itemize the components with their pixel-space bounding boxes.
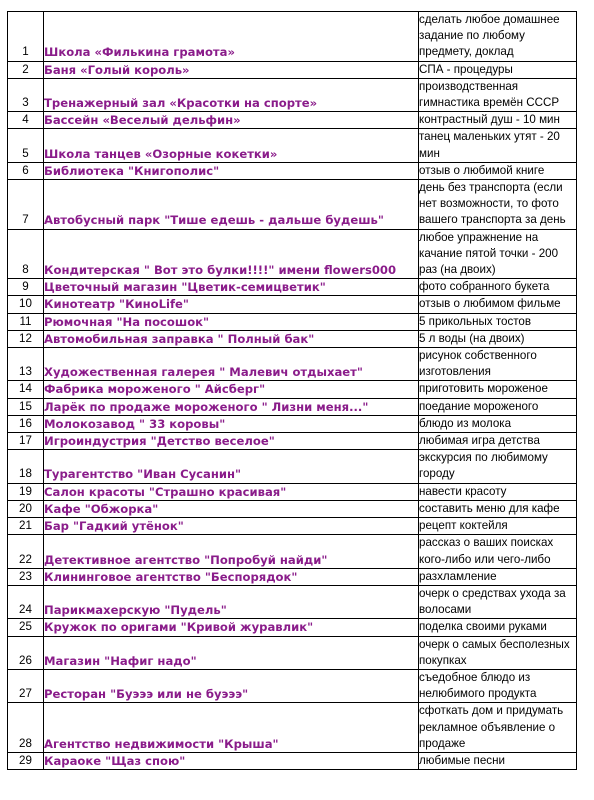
location-name: Автомобильная заправка " Полный бак" bbox=[44, 330, 419, 347]
task-description: сделать любое домашнее задание по любому предмету, доклад bbox=[419, 12, 577, 62]
table-row bbox=[8, 279, 577, 296]
task-description: составить меню для кафе bbox=[419, 500, 577, 517]
table-row bbox=[8, 78, 577, 111]
table-row bbox=[8, 129, 577, 162]
location-name: Автобусный парк "Тише едешь - дальше будешь" bbox=[44, 180, 419, 230]
location-name: Кондитерская " Вот это булки!!!!" имени flowers000 bbox=[44, 229, 419, 279]
location-name: Агентство недвижимости "Крыша" bbox=[44, 703, 419, 753]
location-name: Бассейн «Веселый дельфин» bbox=[44, 112, 419, 129]
task-description: блюдо из молока bbox=[419, 415, 577, 432]
table-row bbox=[8, 348, 577, 381]
row-number: 24 bbox=[8, 585, 44, 618]
location-name: Клининговое агентство "Беспорядок" bbox=[44, 568, 419, 585]
row-number: 3 bbox=[8, 78, 44, 111]
row-number: 6 bbox=[8, 162, 44, 179]
row-number: 19 bbox=[8, 483, 44, 500]
table-row bbox=[8, 636, 577, 669]
table-row bbox=[8, 296, 577, 313]
row-number: 26 bbox=[8, 636, 44, 669]
task-description: контрастный душ - 10 мин bbox=[419, 112, 577, 129]
location-name: Баня «Голый король» bbox=[44, 61, 419, 78]
task-description: рисунок собственного изготовления bbox=[419, 348, 577, 381]
task-description: фото собранного букета bbox=[419, 279, 577, 296]
location-name: Библиотека "Книгополис" bbox=[44, 162, 419, 179]
row-number: 29 bbox=[8, 752, 44, 769]
row-number: 2 bbox=[8, 61, 44, 78]
location-name: Парикмахерскую "Пудель" bbox=[44, 585, 419, 618]
task-description: 5 л воды (на двоих) bbox=[419, 330, 577, 347]
row-number: 27 bbox=[8, 669, 44, 702]
table-row bbox=[8, 180, 577, 230]
row-number: 8 bbox=[8, 229, 44, 279]
row-number: 4 bbox=[8, 112, 44, 129]
row-number: 11 bbox=[8, 313, 44, 330]
task-description: приготовить мороженое bbox=[419, 381, 577, 398]
row-number: 9 bbox=[8, 279, 44, 296]
location-name: Караоке "Щаз спою" bbox=[44, 752, 419, 769]
table-row bbox=[8, 313, 577, 330]
task-description: отзыв о любимом фильме bbox=[419, 296, 577, 313]
task-description: сфоткать дом и придумать рекламное объявление о продаже bbox=[419, 703, 577, 753]
table-row bbox=[8, 703, 577, 753]
table-row bbox=[8, 518, 577, 535]
row-number: 14 bbox=[8, 381, 44, 398]
row-number: 28 bbox=[8, 703, 44, 753]
location-name: Тренажерный зал «Красотки на спорте» bbox=[44, 78, 419, 111]
location-name: Игроиндустрия "Детство веселое" bbox=[44, 433, 419, 450]
task-description: СПА - процедуры bbox=[419, 61, 577, 78]
task-description: рассказ о ваших поисках кого-либо или чего-либо bbox=[419, 535, 577, 568]
table-row bbox=[8, 619, 577, 636]
table-row bbox=[8, 12, 577, 62]
location-name: Ларёк по продаже мороженого " Лизни меня..." bbox=[44, 398, 419, 415]
table-row bbox=[8, 229, 577, 279]
location-name: Магазин "Нафиг надо" bbox=[44, 636, 419, 669]
row-number: 17 bbox=[8, 433, 44, 450]
location-name: Кинотеатр "КиноLife" bbox=[44, 296, 419, 313]
task-description: 5 прикольных тостов bbox=[419, 313, 577, 330]
table-row bbox=[8, 398, 577, 415]
table-row bbox=[8, 61, 577, 78]
row-number: 15 bbox=[8, 398, 44, 415]
task-description: рецепт коктейля bbox=[419, 518, 577, 535]
row-number: 13 bbox=[8, 348, 44, 381]
task-description: производственная гимнастика времён СССР bbox=[419, 78, 577, 111]
task-description: съедобное блюдо из нелюбимого продукта bbox=[419, 669, 577, 702]
table-row bbox=[8, 112, 577, 129]
task-description: поедание мороженого bbox=[419, 398, 577, 415]
task-description: любое упражнение на качание пятой точки - 200 раз (на двоих) bbox=[419, 229, 577, 279]
table-row bbox=[8, 450, 577, 483]
task-description: очерк о средствах ухода за волосами bbox=[419, 585, 577, 618]
table-row bbox=[8, 162, 577, 179]
row-number: 25 bbox=[8, 619, 44, 636]
row-number: 21 bbox=[8, 518, 44, 535]
location-name: Фабрика мороженого " Айсберг" bbox=[44, 381, 419, 398]
row-number: 23 bbox=[8, 568, 44, 585]
table-row bbox=[8, 669, 577, 702]
task-description: навести красоту bbox=[419, 483, 577, 500]
location-name: Бар "Гадкий утёнок" bbox=[44, 518, 419, 535]
task-description: экскурсия по любимому городу bbox=[419, 450, 577, 483]
task-description: любимая игра детства bbox=[419, 433, 577, 450]
task-description: разхламление bbox=[419, 568, 577, 585]
location-name: Кафе "Обжорка" bbox=[44, 500, 419, 517]
table-row bbox=[8, 330, 577, 347]
row-number: 7 bbox=[8, 180, 44, 230]
table-row bbox=[8, 752, 577, 769]
location-name: Цветочный магазин "Цветик-семицветик" bbox=[44, 279, 419, 296]
location-name: Школа танцев «Озорные кокетки» bbox=[44, 129, 419, 162]
task-description: поделка своими руками bbox=[419, 619, 577, 636]
table-row bbox=[8, 585, 577, 618]
tasks-table bbox=[7, 11, 577, 770]
location-name: Художественная галерея " Малевич отдыхает" bbox=[44, 348, 419, 381]
location-name: Турагентство "Иван Сусанин" bbox=[44, 450, 419, 483]
row-number: 10 bbox=[8, 296, 44, 313]
task-description: любимые песни bbox=[419, 752, 577, 769]
location-name: Рюмочная "На посошок" bbox=[44, 313, 419, 330]
row-number: 18 bbox=[8, 450, 44, 483]
table-row bbox=[8, 415, 577, 432]
row-number: 16 bbox=[8, 415, 44, 432]
table-row bbox=[8, 535, 577, 568]
task-description: день без транспорта (если нет возможности, то фото вашего транспорта за день bbox=[419, 180, 577, 230]
table-row bbox=[8, 568, 577, 585]
table-row bbox=[8, 433, 577, 450]
row-number: 22 bbox=[8, 535, 44, 568]
location-name: Ресторан "Буэээ или не буэээ" bbox=[44, 669, 419, 702]
tasks-table-body bbox=[8, 12, 577, 770]
task-description: танец маленьких утят - 20 мин bbox=[419, 129, 577, 162]
table-row bbox=[8, 381, 577, 398]
location-name: Молокозавод " 33 коровы" bbox=[44, 415, 419, 432]
location-name: Кружок по оригами "Кривой журавлик" bbox=[44, 619, 419, 636]
task-description: отзыв о любимой книге bbox=[419, 162, 577, 179]
table-row bbox=[8, 500, 577, 517]
row-number: 20 bbox=[8, 500, 44, 517]
location-name: Школа «Филькина грамота» bbox=[44, 12, 419, 62]
location-name: Детективное агентство "Попробуй найди" bbox=[44, 535, 419, 568]
task-description: очерк о самых бесполезных покупках bbox=[419, 636, 577, 669]
row-number: 1 bbox=[8, 12, 44, 62]
location-name: Салон красоты "Страшно красивая" bbox=[44, 483, 419, 500]
row-number: 12 bbox=[8, 330, 44, 347]
row-number: 5 bbox=[8, 129, 44, 162]
table-row bbox=[8, 483, 577, 500]
